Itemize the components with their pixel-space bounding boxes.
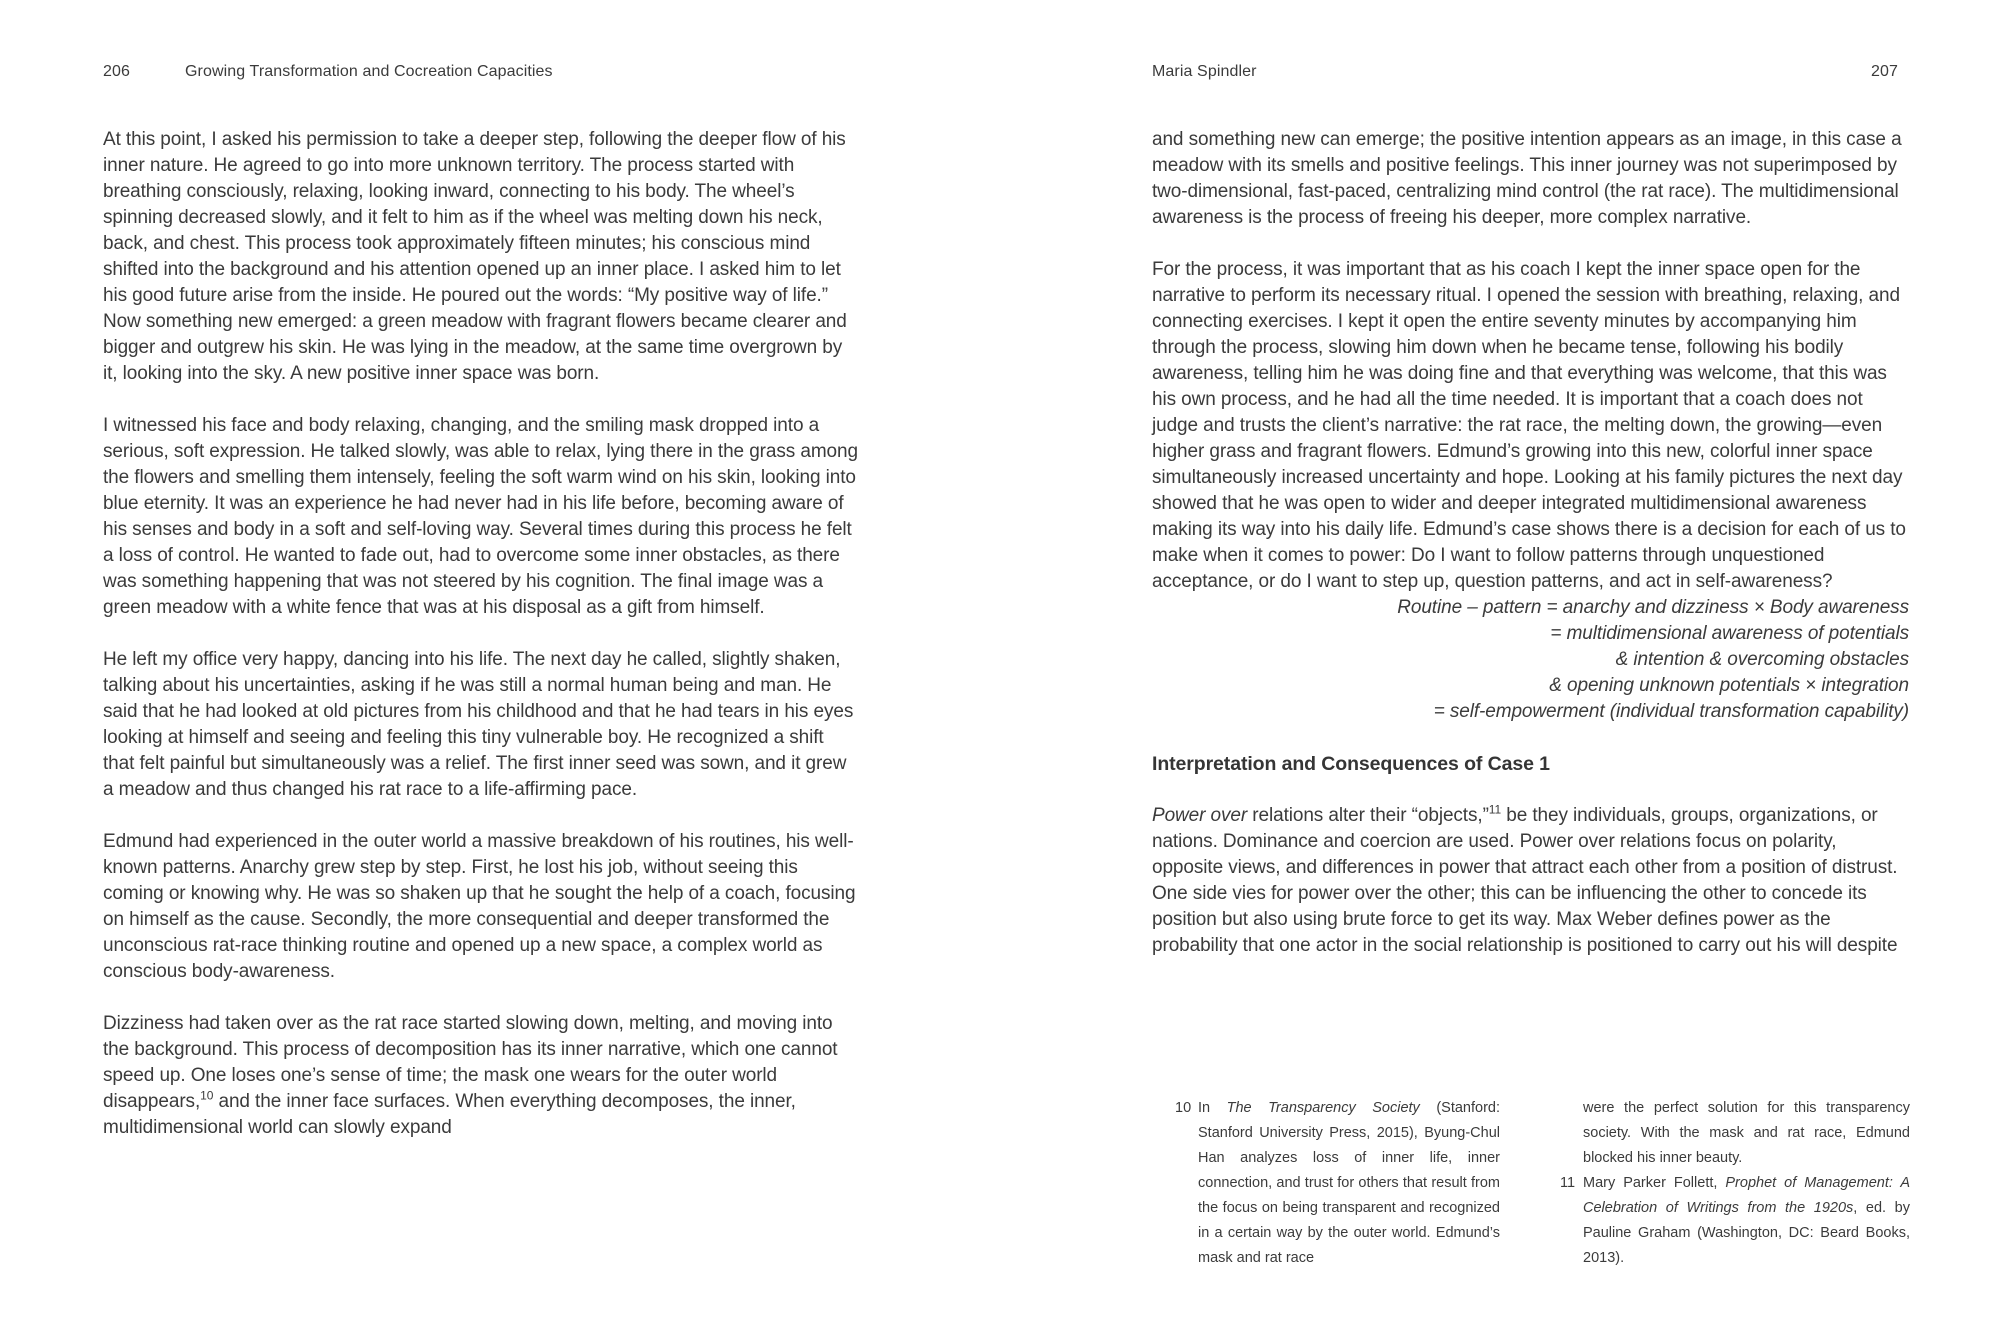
left-page-number: 206	[103, 63, 130, 80]
footnotes-block	[1152, 1096, 1909, 1286]
right-running-title: Maria Spindler	[1152, 63, 1257, 80]
text-segment: and the inner face surfaces. When everything decomposes, the inner, multidimensional world can slowly expand	[103, 1091, 796, 1138]
formula-line: = multidimensional awareness of potentials	[1550, 623, 1909, 644]
text-segment: relations alter their “objects,”	[1247, 805, 1489, 826]
right-paragraphs-section	[1152, 803, 1909, 959]
text-segment: and something new can emerge; the positive intention appears as an image, in this case a meadow with its smells and positive feelings. This inner journey was not superimposed by two-dimensional, fast-paced, centralizing mind control (the rat race). The multidimensional awareness is the process of freeing his deeper, more complex narrative.	[1152, 129, 1902, 228]
text-segment: Dizziness had taken over as the rat race started slowing down, melting, and moving into the background. This process of decomposition has its inner narrative, which one cannot speed up. One loses one’s sense of time; the mask one wears for the outer world disappears,	[103, 1013, 838, 1112]
right-page-number: 207	[1871, 63, 1898, 80]
body-paragraph	[103, 127, 860, 387]
left-body-column	[103, 127, 860, 1141]
footnotes-column-2	[1560, 1096, 1910, 1271]
text-segment: I witnessed his face and body relaxing, changing, and the smiling mask dropped into a serious, soft expression. He talked slowly, was able to relax, lying there in the grass among the flowers and smelling them intensely, feeling the soft warm wind on his skin, looking into blue eternity. It was an experience he had never had in his life before, becoming aware of his senses and body in a soft and self-loving way. Several times during this process he felt a loss of control. He wanted to fade out, had to overcome some inner obstacles, as there was something happening that was not steered by his cognition. The final image was a green meadow with a white fence that was at his disposal as a gift from himself.	[103, 415, 858, 618]
text-segment: (Stanford: Stanford University Press, 2015), Byung-Chul Han analyzes loss of inner life, inner connection, and trust for others that result from the focus on being transparent and recognized in a certain way by the outer world. Edmund’s mask and rat race	[1198, 1100, 1500, 1266]
footnote-item	[1560, 1096, 1910, 1171]
footnote-number: 10	[1175, 1100, 1192, 1116]
text-segment: For the process, it was important that as his coach I kept the inner space open for the narrative to perform its necessary ritual. I opened the session with breathing, relaxing, and connecting exercises. I kept it open the entire seventy minutes by accompanying him through the process, slowing him down when he became tense, following his bodily awareness, telling him he was doing fine and that everything was welcome, that this was his own process, and he had all the time needed. It is important that a coach does not judge and trusts the client’s narrative: the rat race, the melting down, the growing—even higher grass and fragrant flowers. Edmund’s growing into this new, colorful inner space simultaneously increased uncertainty and hope. Looking at his family pictures the next day showed that he was open to wider and deeper integrated multidimensional awareness making its way into his daily life. Edmund’s case shows there is a decision for each of us to make when it comes to power: Do I want to follow patterns through unquestioned acceptance, or do I want to step up, question patterns, and act in self-awareness?	[1152, 259, 1906, 592]
right-body-column	[1152, 127, 1909, 959]
section-heading: Interpretation and Consequences of Case 1	[1152, 753, 1550, 775]
text-segment: be they individuals, groups, organizations, or nations. Dominance and coercion are used. Power over relations focus on polarity, opposite views, and differences in power that attract each other from a position of distrust. One side vies for power over the other; this can be influencing the other to concede its position but also using brute force to get its way. Max Weber defines power as the probability that one actor in the social relationship is positioned to carry out his will despite	[1152, 805, 1898, 956]
text-segment: At this point, I asked his permission to take a deeper step, following the deeper flow of his inner nature. He agreed to go into more unknown territory. The process started with breathing consciously, relaxing, looking inward, connecting to his body. The wheel’s spinning decreased slowly, and it felt to him as if the wheel was melting down his neck, back, and chest. This process took approximately fifteen minutes; his conscious mind shifted into the background and his attention opened up an inner place. I asked him to let his good future arise from the inside. He poured out the words: “My positive way of life.” Now something new emerged: a green meadow with fragrant flowers became clearer and bigger and outgrew his skin. He was lying in the meadow, at the same time overgrown by it, looking into the sky. A new positive inner space was born.	[103, 129, 847, 384]
right-paragraphs-top	[1152, 127, 1909, 595]
formula-line: Routine – pattern = anarchy and dizziness × Body awareness	[1397, 597, 1909, 618]
text-segment: Power over	[1152, 805, 1248, 826]
footnote-reference: 11	[1488, 802, 1502, 817]
footnote-item	[1560, 1171, 1910, 1271]
text-segment: Mary Parker Follett,	[1583, 1175, 1726, 1191]
left-running-head	[103, 62, 553, 82]
right-running-head	[1152, 62, 1898, 82]
formula-line: & opening unknown potentials × integration	[1549, 675, 1909, 696]
text-segment: , ed. by Pauline Graham (Washington, DC: Beard Books, 2013).	[1583, 1200, 1911, 1266]
formula-line: = self-empowerment (individual transformation capability)	[1433, 701, 1909, 722]
body-paragraph	[103, 413, 860, 621]
formula-block	[1152, 595, 1909, 725]
text-segment: The Transparency Society	[1226, 1100, 1420, 1116]
body-paragraph	[103, 647, 860, 803]
body-paragraph	[103, 829, 860, 985]
text-segment: were the perfect solution for this transparency society. With the mask and rat race, Edmund blocked his inner beauty.	[1583, 1100, 1910, 1166]
text-segment: Prophet of Management: A Celebration of Writings from the 1920s	[1583, 1175, 1911, 1216]
footnote-number: 11	[1560, 1175, 1576, 1191]
formula-line: & intention & overcoming obstacles	[1615, 649, 1909, 670]
footnote-item	[1175, 1096, 1500, 1271]
body-paragraph	[1152, 803, 1909, 959]
body-paragraph	[103, 1011, 860, 1141]
text-segment: He left my office very happy, dancing into his life. The next day he called, slightly shaken, talking about his uncertainties, asking if he was still a normal human being and man. He said that he had looked at old pictures from his childhood and that he had tears in his eyes looking at himself and seeing and feeling this tiny vulnerable boy. He recognized a shift that felt painful but simultaneously was a relief. The first inner seed was sown, and it grew a meadow and thus changed his rat race to a life-affirming pace.	[103, 649, 854, 800]
text-segment: Edmund had experienced in the outer world a massive breakdown of his routines, his well-known patterns. Anarchy grew step by step. First, he lost his job, without seeing this coming or knowing why. He was so shaken up that he sought the help of a coach, focusing on himself as the cause. Secondly, the more consequential and deeper transformed the unconscious rat-race thinking routine and opened up a new space, a complex world as conscious body-awareness.	[103, 831, 856, 982]
body-paragraph	[1152, 257, 1909, 595]
footnote-reference: 10	[200, 1088, 214, 1103]
text-segment: In	[1198, 1100, 1227, 1116]
body-paragraph	[1152, 127, 1909, 231]
left-running-title: Growing Transformation and Cocreation Capacities	[185, 63, 553, 80]
footnotes-column-1	[1175, 1096, 1500, 1271]
